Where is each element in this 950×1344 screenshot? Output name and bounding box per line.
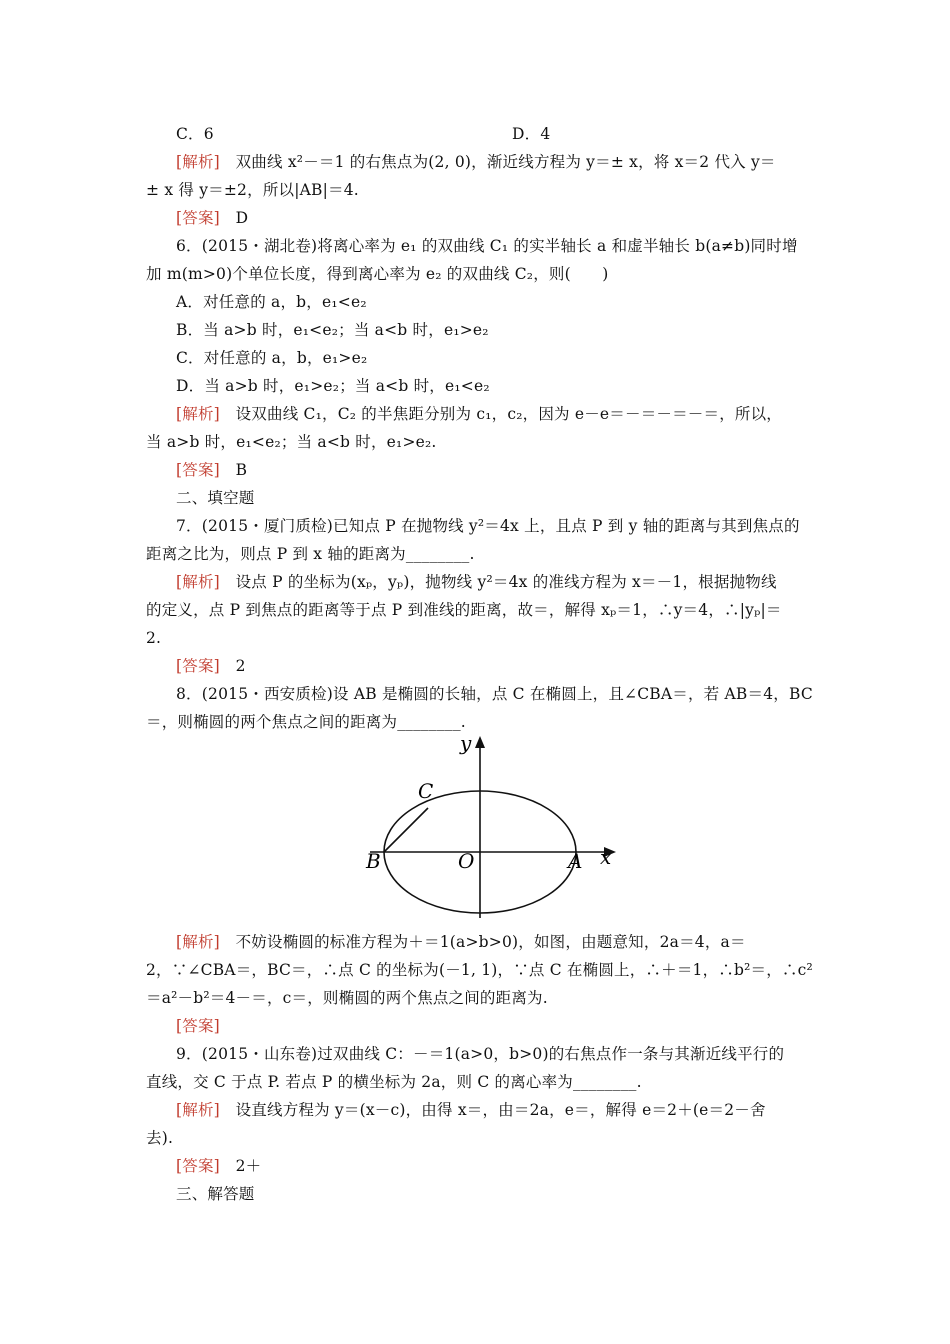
- option-d: D．4: [512, 125, 551, 143]
- q8-stem-line1: 8．(2015・西安质检)设 AB 是椭圆的长轴，点 C 在椭圆上，且∠CBA＝，若 AB＝4，BC: [176, 685, 813, 703]
- analysis-tag: [解析]: [176, 1101, 220, 1119]
- q5-answer: [答案] D: [176, 209, 249, 227]
- q8-stem-line2: ＝，则椭圆的两个焦点之间的距离为________.: [146, 713, 466, 731]
- analysis-tag: [解析]: [176, 573, 220, 591]
- q7-analysis-line1: [解析] 设点 P 的坐标为(xₚ，yₚ)，抛物线 y²＝4x 的准线方程为 x＝－1，根据抛物线: [176, 573, 777, 591]
- q7-answer: [答案] 2: [176, 657, 246, 675]
- q9-analysis-line2: 去).: [146, 1129, 174, 1147]
- q9-answer: [答案] 2＋: [176, 1157, 262, 1175]
- ellipse-diagram: [356, 734, 626, 924]
- point-a-label: A: [568, 849, 583, 873]
- x-label: x: [600, 845, 612, 869]
- q8-answer: [176, 1016, 220, 1036]
- section-fill-in: 二、填空题: [176, 489, 255, 507]
- answer-tag: [答案]: [176, 657, 220, 675]
- y-axis-arrow: [475, 736, 485, 748]
- option-c: C．6: [176, 125, 214, 143]
- point-c-label: C: [418, 779, 434, 803]
- analysis-tag: [解析]: [176, 405, 220, 423]
- q6-analysis-line1: [解析] 设双曲线 C₁，C₂ 的半焦距分别为 c₁，c₂，因为 e－e＝－＝－＝－＝，所以，: [176, 405, 783, 423]
- q6-option-a: A．对任意的 a，b，e₁<e₂: [176, 293, 367, 311]
- q5-analysis-line2: ± x 得 y＝±2，所以|AB|＝4.: [146, 181, 359, 199]
- q9-stem-line1: 9．(2015・山东卷)过双曲线 C：－＝1(a>0，b>0)的右焦点作一条与其渐近线平行的: [176, 1045, 785, 1063]
- answer-tag: [答案]: [176, 1157, 220, 1175]
- q6-stem-line1: 6．(2015・湖北卷)将离心率为 e₁ 的双曲线 C₁ 的实半轴长 a 和虚半轴长 b(a≠b)同时增: [176, 237, 798, 255]
- q6-answer: [答案] B: [176, 461, 248, 479]
- q5-analysis-line1: [解析] 双曲线 x²－＝1 的右焦点为(2, 0)，渐近线方程为 y＝± x，将 x＝2 代入 y＝: [176, 153, 776, 171]
- q6-option-d: D．当 a>b 时，e₁>e₂；当 a<b 时，e₁<e₂: [176, 377, 490, 395]
- q8-analysis-line3: ＝a²－b²＝4－＝，c＝，则椭圆的两个焦点之间的距离为.: [146, 989, 548, 1007]
- y-label: y: [460, 734, 472, 755]
- section-solutions: 三、解答题: [176, 1185, 255, 1203]
- q6-option-b: B．当 a>b 时，e₁<e₂；当 a<b 时，e₁>e₂: [176, 321, 489, 339]
- q7-analysis-line3: 2.: [146, 629, 162, 647]
- answer-tag: [答案]: [176, 461, 220, 479]
- q7-stem-line2: 距离之比为，则点 P 到 x 轴的距离为________.: [146, 545, 475, 563]
- q9-stem-line2: 直线，交 C 于点 P. 若点 P 的横坐标为 2a，则 C 的离心率为________.: [146, 1073, 642, 1091]
- answer-tag: [答案]: [176, 1017, 220, 1035]
- q8-analysis-line2: 2，∵∠CBA＝，BC＝，∴点 C 的坐标为(－1, 1)，∵点 C 在椭圆上，∴＋＝1，∴b²＝，∴c²: [146, 961, 813, 979]
- analysis-tag: [解析]: [176, 153, 220, 171]
- point-b-label: B: [366, 849, 381, 873]
- origin-label: O: [458, 849, 475, 873]
- q6-analysis-line2: 当 a>b 时，e₁<e₂；当 a<b 时，e₁>e₂.: [146, 433, 437, 451]
- q7-stem-line1: 7．(2015・厦门质检)已知点 P 在抛物线 y²＝4x 上，且点 P 到 y 轴的距离与其到焦点的: [176, 517, 800, 535]
- analysis-tag: [解析]: [176, 933, 220, 951]
- q9-analysis-line1: [解析] 设直线方程为 y＝(x－c)，由得 x＝，由＝2a，e＝，解得 e＝2＋(e＝2－舍: [176, 1101, 766, 1119]
- q8-analysis-line1: [解析] 不妨设椭圆的标准方程为＋＝1(a>b>0)，如图，由题意知，2a＝4，a＝: [176, 933, 746, 951]
- answer-tag: [答案]: [176, 209, 220, 227]
- q7-analysis-line2: 的定义，点 P 到焦点的距离等于点 P 到准线的距离，故＝，解得 xₚ＝1，∴y＝4，∴|yₚ|＝: [146, 601, 782, 619]
- q6-option-c: C．对任意的 a，b，e₁>e₂: [176, 349, 368, 367]
- q6-stem-line2: 加 m(m>0)个单位长度，得到离心率为 e₂ 的双曲线 C₂，则( ): [146, 265, 609, 283]
